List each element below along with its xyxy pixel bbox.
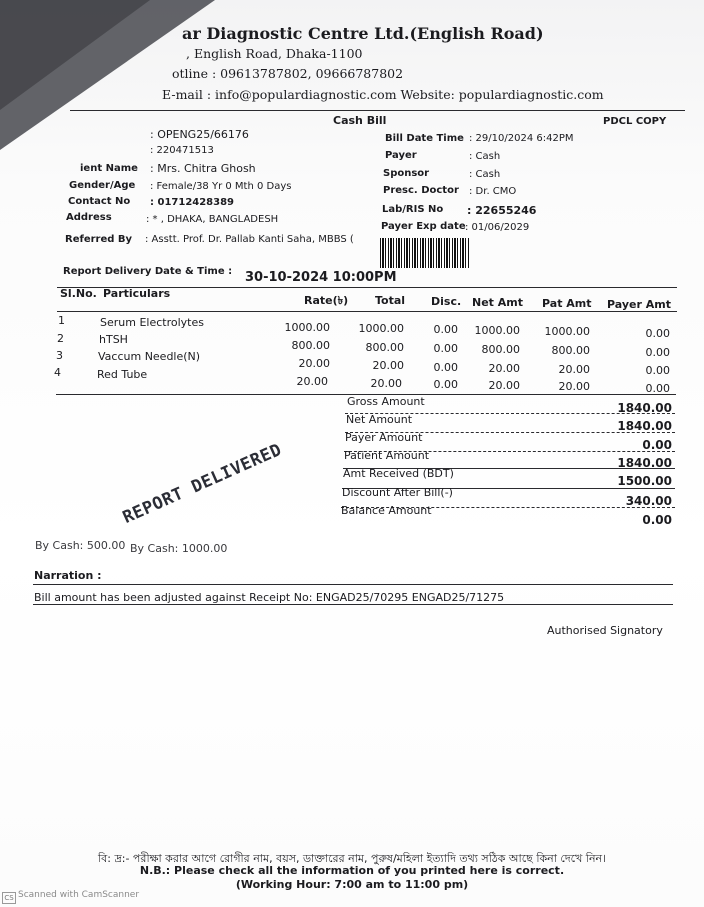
row-payer: 0.00 xyxy=(645,327,670,340)
payment-cash-2: By Cash: 1000.00 xyxy=(130,542,228,555)
authorised-signatory: Authorised Signatory xyxy=(547,624,663,637)
referred-by: : Asstt. Prof. Dr. Pallab Kanti Saha, MBBS ( xyxy=(145,234,354,245)
label-discount-after-bill: Discount After Bill(-) xyxy=(342,486,453,499)
row-disc: 0.00 xyxy=(433,361,458,374)
centre-address: , English Road, Dhaka-1100 xyxy=(186,46,363,61)
report-delivery-datetime: 30-10-2024 10:00PM xyxy=(245,270,397,285)
patient-name: : Mrs. Chitra Ghosh xyxy=(150,162,256,175)
label-report-delivery: Report Delivery Date & Time : xyxy=(63,266,233,277)
header-rule xyxy=(70,110,685,111)
bill-date: : 29/10/2024 6:42PM xyxy=(469,133,574,144)
patient-id: : 220471513 xyxy=(150,145,214,156)
bill-title: Cash Bill xyxy=(333,114,387,127)
payer-amount: 0.00 xyxy=(642,438,672,452)
row-payer: 0.00 xyxy=(645,382,670,395)
footer-nb-note: N.B.: Please check all the information of you printed here is correct. xyxy=(139,864,565,877)
row-pat: 20.00 xyxy=(558,363,590,376)
row-disc: 0.00 xyxy=(433,378,458,391)
label-net-amount: Net Amount xyxy=(346,413,413,426)
narration-rule xyxy=(33,584,673,585)
row-slno: 4 xyxy=(54,366,61,379)
label-patient-name: ient Name xyxy=(80,163,138,174)
narration-text: Bill amount has been adjusted against Receipt No: ENGAD25/70295 ENGAD25/71275 xyxy=(34,591,505,604)
camscanner-logo-icon: CS xyxy=(2,892,16,904)
centre-hotline: otline : 09613787802, 09666787802 xyxy=(172,66,404,81)
row-pat: 800.00 xyxy=(551,344,590,357)
col-slno: Sl.No. xyxy=(60,287,97,300)
gross-amount: 1840.00 xyxy=(617,401,672,415)
row-slno: 3 xyxy=(56,349,63,362)
row-total: 20.00 xyxy=(372,359,404,372)
label-payer: Payer xyxy=(385,150,417,161)
payer: : Cash xyxy=(469,151,501,162)
label-gender-age: Gender/Age xyxy=(69,180,136,191)
row-particular: Red Tube xyxy=(97,368,148,381)
col-pat-amt: Pat Amt xyxy=(542,297,592,310)
patient-contact: : 01712428389 xyxy=(150,197,235,208)
row-rate: 1000.00 xyxy=(284,321,330,334)
label-bill-date: Bill Date Time xyxy=(385,133,464,144)
barcode xyxy=(380,238,470,268)
row-particular: Serum Electrolytes xyxy=(100,316,204,329)
row-net: 800.00 xyxy=(481,343,520,356)
footer-working-hour: (Working Hour: 7:00 am to 11:00 pm) xyxy=(235,878,469,891)
row-slno: 1 xyxy=(58,314,65,327)
patient-amount: 1840.00 xyxy=(617,456,672,470)
amt-received: 1500.00 xyxy=(617,474,672,488)
col-rate: Rate(৳) xyxy=(304,294,349,307)
col-payer-amt: Payer Amt xyxy=(607,298,671,311)
centre-email-website: E-mail : info@populardiagnostic.com Website: populardiagnostic.com xyxy=(162,87,604,102)
row-net: 20.00 xyxy=(488,379,520,392)
label-amt-received: Amt Received (BDT) xyxy=(343,467,454,480)
presc-doctor: : Dr. CMO xyxy=(469,186,517,197)
col-net-amt: Net Amt xyxy=(472,296,523,309)
label-presc-doctor: Presc. Doctor xyxy=(383,185,459,196)
payment-cash-1: By Cash: 500.00 xyxy=(35,539,126,552)
row-pat: 20.00 xyxy=(558,380,590,393)
table-header-rule xyxy=(57,311,677,312)
row-payer: 0.00 xyxy=(645,364,670,377)
discount-after-bill: 340.00 xyxy=(625,494,672,508)
report-delivered-stamp: REPORT DELIVERED xyxy=(119,439,285,528)
row-net: 1000.00 xyxy=(474,324,520,337)
label-patient-amount: Patient Amount xyxy=(344,449,430,462)
row-pat: 1000.00 xyxy=(544,325,590,338)
patient-gender-age: : Female/38 Yr 0 Mth 0 Days xyxy=(150,181,292,192)
label-referred-by: Referred By xyxy=(65,234,133,245)
row-particular: Vaccum Needle(N) xyxy=(98,350,201,363)
copy-label: PDCL COPY xyxy=(603,116,667,127)
row-rate: 20.00 xyxy=(298,357,330,370)
row-net: 20.00 xyxy=(488,362,520,375)
payer-exp-date: : 01/06/2029 xyxy=(465,222,530,233)
col-disc: Disc. xyxy=(431,295,462,308)
row-payer: 0.00 xyxy=(645,346,670,359)
label-sponsor: Sponsor xyxy=(383,168,430,179)
centre-name: ar Diagnostic Centre Ltd.(English Road) xyxy=(182,24,544,43)
bill-number: : OPENG25/66176 xyxy=(150,128,249,141)
camscanner-watermark: Scanned with CamScanner xyxy=(18,890,140,900)
row-total: 20.00 xyxy=(370,377,402,390)
net-amount: 1840.00 xyxy=(617,419,672,433)
label-balance-amount: Balance Amount xyxy=(341,504,432,517)
row-rate: 800.00 xyxy=(291,339,330,352)
row-disc: 0.00 xyxy=(433,342,458,355)
narration-bottom-rule xyxy=(33,604,673,605)
row-total: 800.00 xyxy=(365,341,404,354)
label-lab-ris: Lab/RIS No xyxy=(382,204,444,215)
patient-address: : * , DHAKA, BANGLADESH xyxy=(146,214,279,225)
col-total: Total xyxy=(375,294,406,307)
narration-label: Narration : xyxy=(34,569,102,582)
row-particular: hTSH xyxy=(99,333,128,346)
row-total: 1000.00 xyxy=(358,322,404,335)
label-payer-amount: Payer Amount xyxy=(345,431,423,444)
footer-bangla-note: বি: দ্র:- পরীক্ষা করার আগে রোগীর নাম, বয়স, ডাক্তারের নাম, পুরুষ/মহিলা ইত্যাদি তথ্য সঠিক আছে কিনা দেখে নিন। xyxy=(97,852,607,865)
sponsor: : Cash xyxy=(469,169,501,180)
label-payer-exp: Payer Exp date xyxy=(381,221,466,232)
lab-ris-number: : 22655246 xyxy=(467,204,537,217)
row-slno: 2 xyxy=(57,332,64,345)
folded-corner-shadow-inner xyxy=(0,0,150,110)
label-address: Address xyxy=(66,212,112,223)
label-gross-amount: Gross Amount xyxy=(347,395,425,408)
label-contact: Contact No xyxy=(68,196,131,207)
row-disc: 0.00 xyxy=(433,323,458,336)
col-particulars: Particulars xyxy=(103,287,171,300)
row-rate: 20.00 xyxy=(296,375,328,388)
balance-amount: 0.00 xyxy=(642,513,672,527)
